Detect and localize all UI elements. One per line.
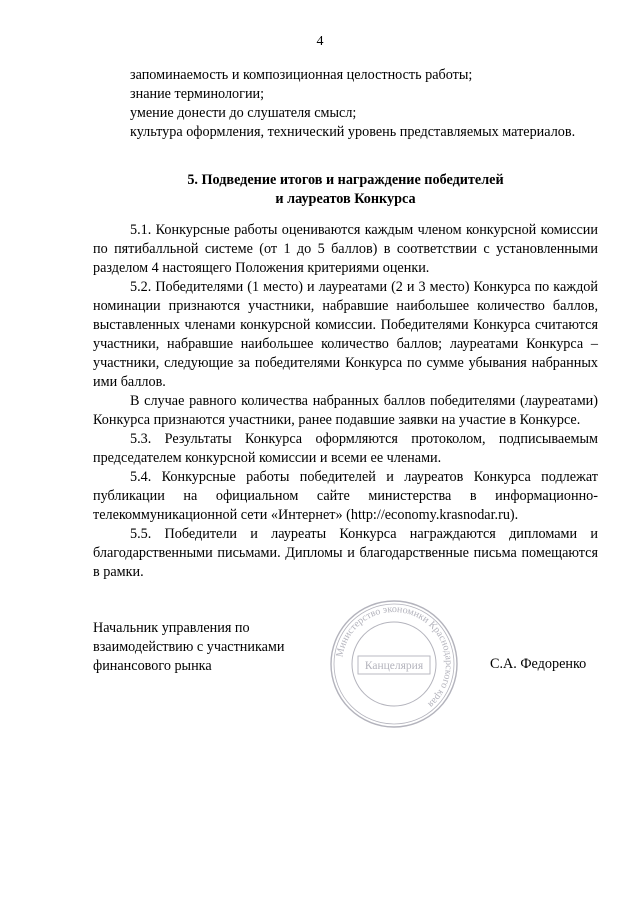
paragraph: 5.1. Конкурсные работы оцениваются каждым членом конкурсной комиссии по пятибалльной системе (от 1 до 5 баллов) в соответствии с установленными разделом 4 настоящего Положения критериями оценки. — [93, 222, 598, 276]
section-heading — [93, 171, 598, 209]
criteria-item: умение донести до слушателя смысл; — [130, 105, 357, 121]
criteria-item: запоминаемость и композиционная целостность работы; — [130, 67, 473, 83]
paragraph: 5.5. Победители и лауреаты Конкурса награждаются дипломами и благодарственными письмами. Дипломы и благодарственные письма помещаются в рамки. — [93, 526, 598, 580]
paragraph: 5.2. Победителями (1 место) и лауреатами (2 и 3 место) Конкурса по каждой номинации признаются участники, набравшие наибольшее количество баллов, выставленных членами конкурсной комиссии. Победителями Конкурса считаются участники, набравшие наибольшее количество баллов; лауреатами Конкурса – участники, следующие за победителями Конкурса по сумме убывания набранных ими баллов. — [93, 279, 598, 390]
criteria-item: культура оформления, технический уровень представляемых материалов. — [130, 124, 576, 140]
criteria-list — [93, 66, 598, 142]
signatory-name: С.А. Федоренко — [490, 656, 587, 672]
page-number: 4 — [316, 34, 324, 49]
stamp-ring-text: Министерство экономики Краснодарского края — [334, 603, 455, 710]
section-body — [93, 221, 598, 582]
office-stamp — [328, 598, 460, 730]
paragraph: 5.4. Конкурсные работы победителей и лауреатов Конкурса подлежат публикации на официальном сайте министерства в информационно-телекоммуникационной сети «Интернет» (http://economy.krasnodar.ru). — [93, 469, 598, 523]
section-heading-line: и лауреатов Конкурса — [275, 191, 416, 207]
signatory-position-line: взаимодействию с участниками — [93, 639, 285, 655]
signatory-position-line: финансового рынка — [93, 658, 212, 674]
section-heading-line: 5. Подведение итогов и награждение победителей — [187, 172, 504, 188]
signatory-position — [93, 619, 333, 676]
paragraph: 5.3. Результаты Конкурса оформляются протоколом, подписываемым председателем конкурсной комиссии и всеми ее членами. — [93, 431, 598, 466]
paragraph: В случае равного количества набранных баллов победителями (лауреатами) Конкурса признаются участники, ранее подавшие заявки на участие в Конкурсе. — [93, 393, 598, 428]
stamp-center-text: Канцелярия — [364, 660, 424, 672]
criteria-item: знание терминологии; — [130, 86, 265, 102]
signatory-position-line: Начальник управления по — [93, 620, 250, 636]
stamp-graphic — [331, 601, 457, 727]
